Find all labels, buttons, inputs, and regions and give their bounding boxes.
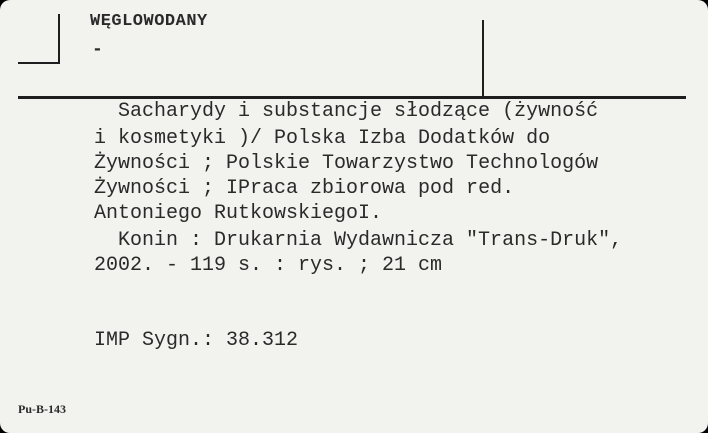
entry-line-1: Sacharydy i substancje słodzące (żywność <box>118 100 599 123</box>
vertical-rule <box>482 20 484 98</box>
subheading-dash: - <box>92 40 103 60</box>
corner-mark-vertical <box>58 14 60 64</box>
call-number-value: 38.312 <box>226 329 299 352</box>
card-code: Pu-B-143 <box>18 402 66 416</box>
call-number-label: IMP Sygn.: <box>94 329 215 352</box>
entry-line-2: i kosmetyki )/ Polska Izba Dodatków do <box>94 127 551 150</box>
horizontal-rule <box>18 96 686 99</box>
entry-line-5: Antoniego RutkowskiegoI. <box>94 202 383 225</box>
subject-heading: WĘGLOWODANY <box>90 12 208 31</box>
entry-line-6: Konin : Drukarnia Wydawnicza "Trans-Druk", <box>118 229 623 252</box>
entry-line-3: Żywności ; Polskie Towarzystwo Technologów <box>94 152 599 175</box>
corner-mark-horizontal <box>18 62 60 64</box>
entry-line-4: Żywności ; IPraca zbiorowa pod red. <box>94 177 515 200</box>
entry-line-7: 2002. - 119 s. : rys. ; 21 cm <box>94 254 443 277</box>
call-number <box>94 329 298 352</box>
